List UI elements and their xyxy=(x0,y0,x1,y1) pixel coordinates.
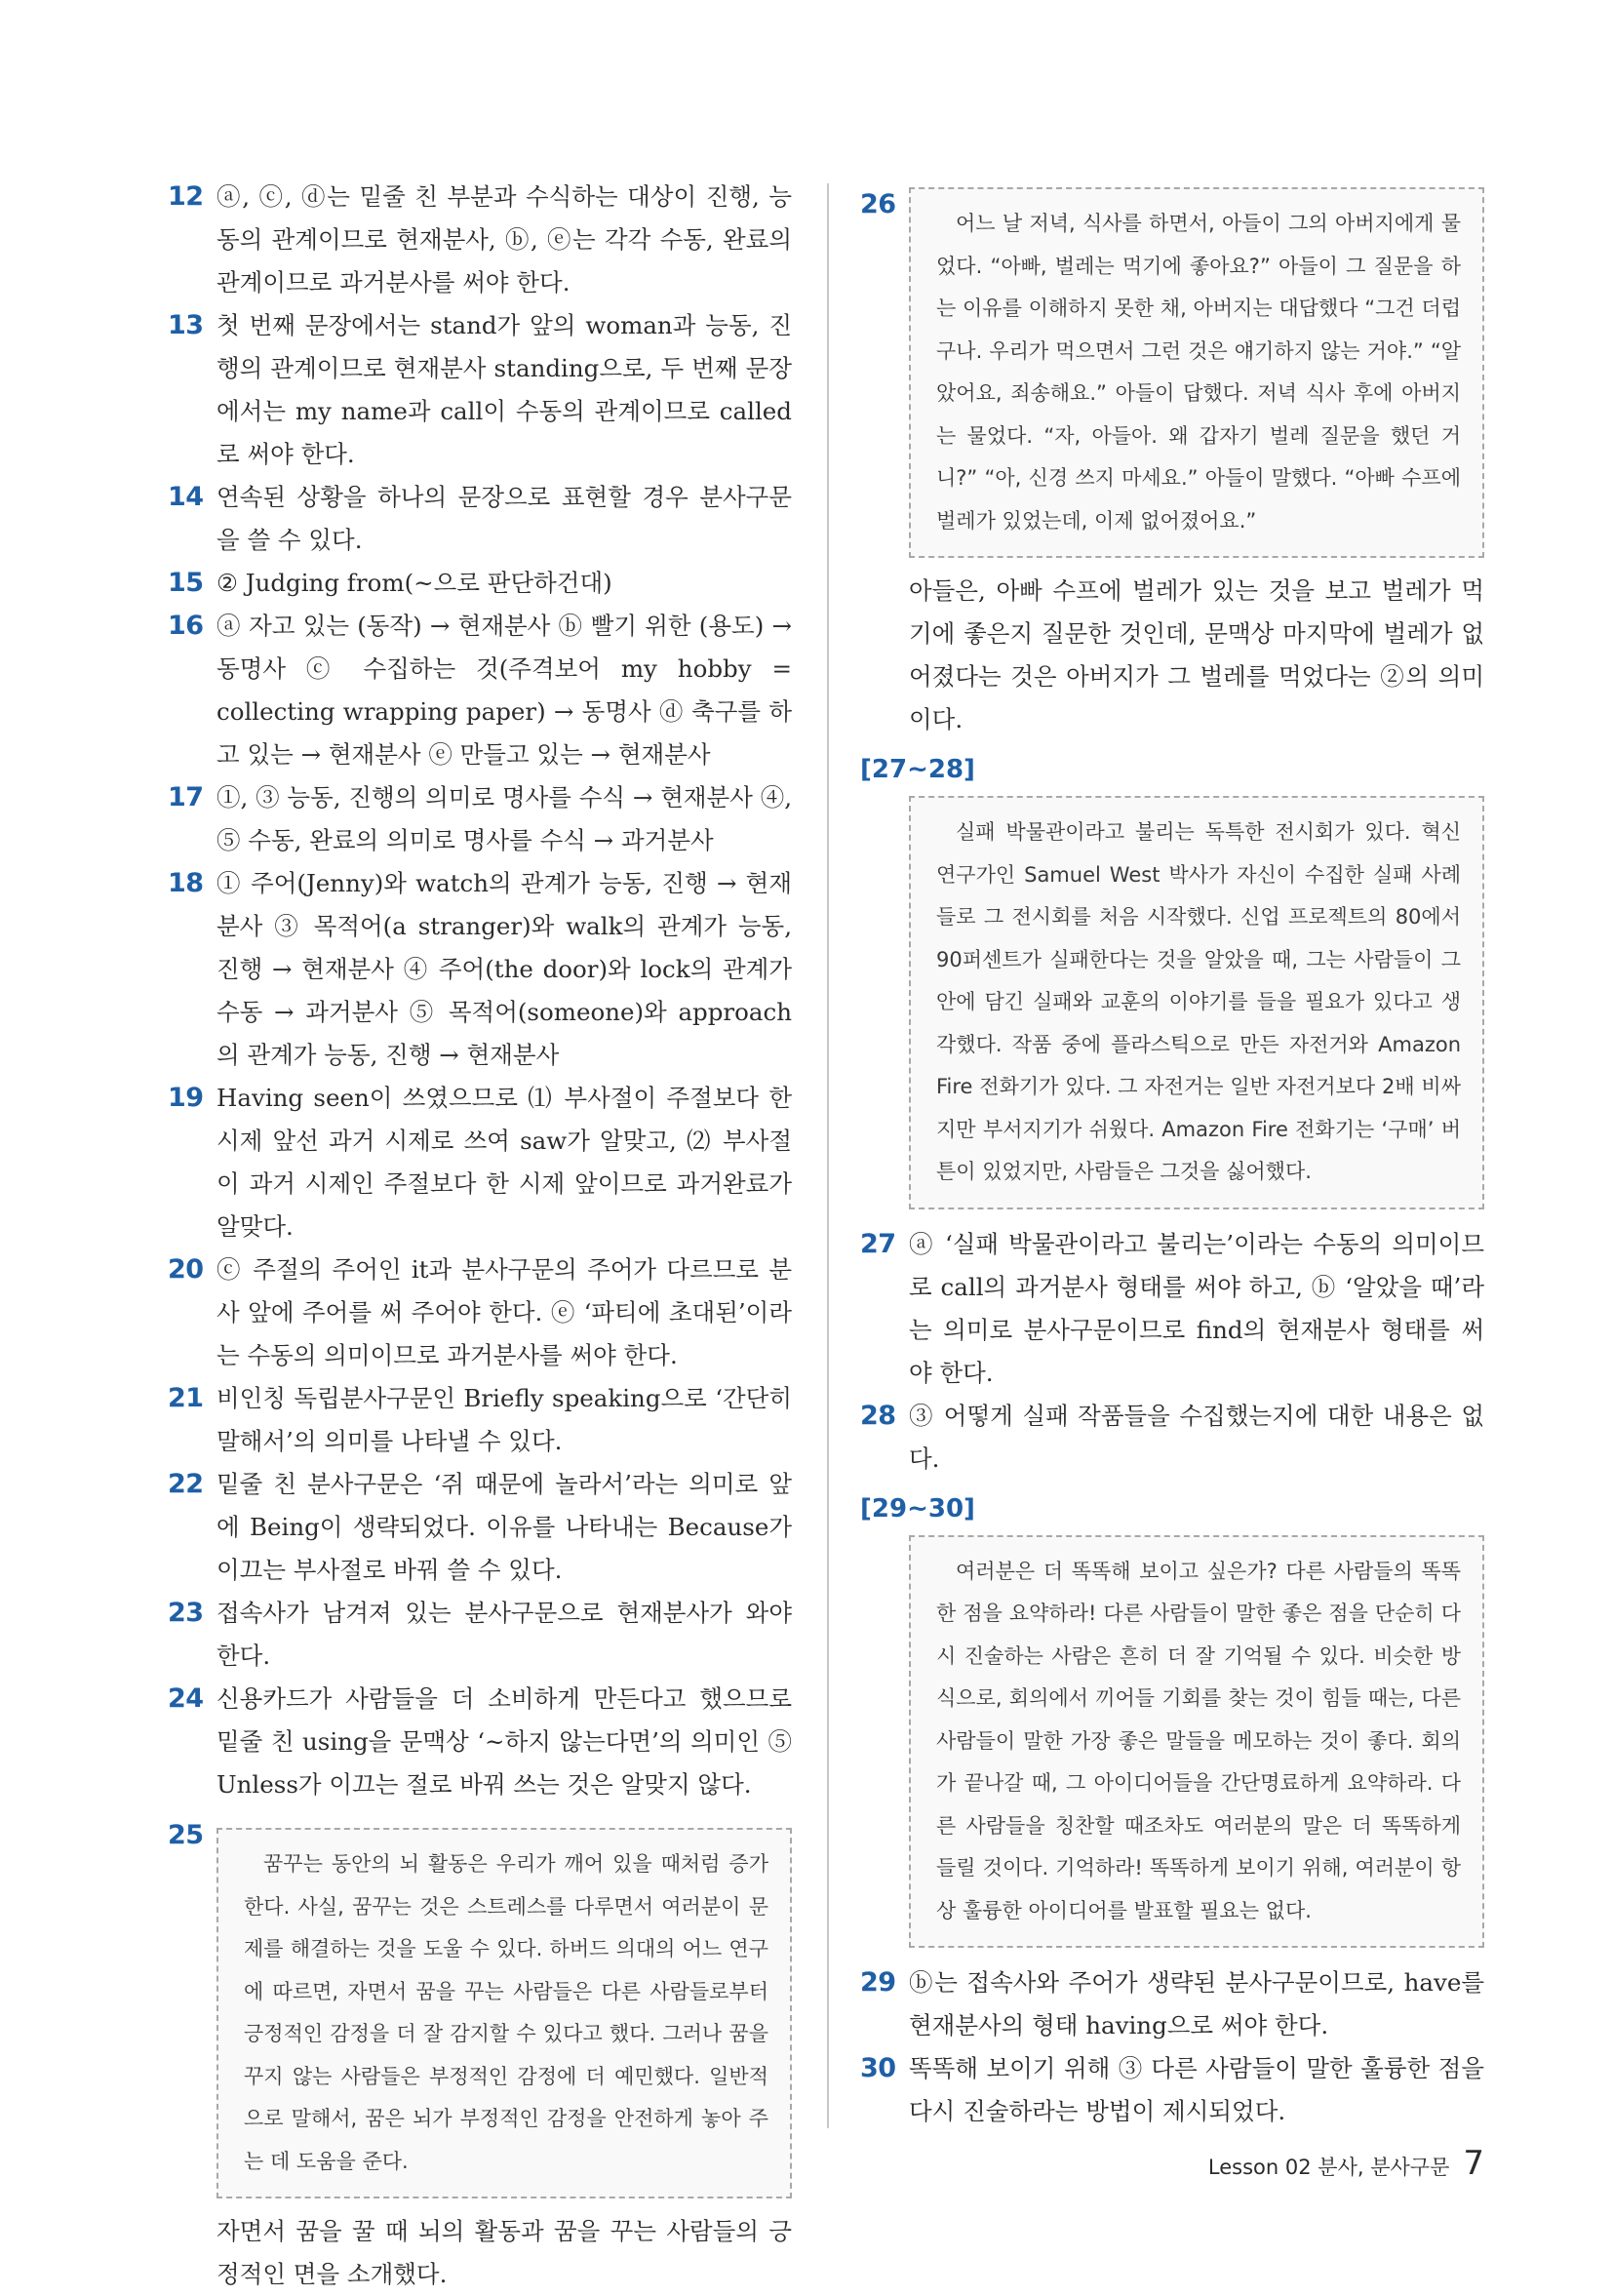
translation-box: 여러분은 더 똑똑해 보이고 싶은가? 다른 사람들의 똑똑한 점을 요약하라! 다른 사람들이 말한 좋은 점을 단순히 다시 진술하는 사람은 흔히 더 잘 기억될 수 있다. 비슷한 방식으로, 회의에서 끼어들 기회를 찾는 것이 힘들 때는, 다른 사람들이 말한 가장 좋은 말들을 메모하는 것이 좋다. 회의가 끝나갈 때, 그 아이디어들을 간단명료하게 요약하라. 다른 사람들을 칭찬할 때조차도 여러분의 말은 더 똑똑하게 들릴 것이다. 기억하라! 똑똑하게 보이기 위해, 여러분이 항상 훌륭한 아이디어를 발표할 필요는 없다. xyxy=(909,1535,1484,1949)
item-number: 28 xyxy=(860,1400,896,1431)
answer-item-20 xyxy=(168,1248,792,1377)
item-text: 비인칭 독립분사구문인 Briefly speaking으로 ‘간단히 말해서’의 의미를 나타낼 수 있다. xyxy=(216,1384,792,1455)
answer-item-23 xyxy=(168,1592,792,1678)
item-number: 23 xyxy=(168,1598,204,1628)
translation-box: 어느 날 저녁, 식사를 하면서, 아들이 그의 아버지에게 물었다. “아빠, 벌레는 먹기에 좋아요?” 아들이 그 질문을 하는 이유를 이해하지 못한 채, 아버지는 대답했다 “그건 더럽구나. 우리가 먹으면서 그런 것은 얘기하지 않는 거야.” “알았어요, 죄송해요.” 아들이 답했다. 저녁 식사 후에 아버지는 물었다. “자, 아들아. 왜 갑자기 벌레 질문을 했던 거니?” “아, 신경 쓰지 마세요.” 아들이 말했다. “아빠 수프에 벌레가 있었는데, 이제 없어졌어요.” xyxy=(909,187,1484,558)
item-text: 똑똑해 보이기 위해 ③ 다른 사람들이 말한 훌륭한 점을 다시 진술하라는 방법이 제시되었다. xyxy=(909,2054,1484,2125)
section-heading-29-30: [29~30] xyxy=(860,1493,975,1524)
item-number: 30 xyxy=(860,2053,896,2083)
section-heading-27-28: [27~28] xyxy=(860,755,975,784)
answer-item-26 xyxy=(860,176,1484,741)
answer-item-13 xyxy=(168,304,792,476)
answer-item-16 xyxy=(168,605,792,776)
answer-item-30 xyxy=(860,2047,1484,2133)
item-number: 27 xyxy=(860,1228,896,1259)
item-text: 신용카드가 사람들을 더 소비하게 만든다고 했으므로 밑줄 친 using을 문맥상 ‘~하지 않는다면’의 의미인 ⑤ Unless가 이끄는 절로 바꿔 쓰는 것은 알맞지 않다. xyxy=(216,1684,792,1799)
translation-box: 실패 박물관이라고 불리는 독특한 전시회가 있다. 혁신 연구가인 Samuel West 박사가 자신이 수집한 실패 사례들로 그 전시회를 처음 시작했다. 신업 프로젝트의 80에서 90퍼센트가 실패한다는 것을 알았을 때, 그는 사람들이 그 안에 담긴 실패와 교훈의 이야기를 들을 필요가 있다고 생각했다. 작품 중에 플라스틱으로 만든 자전거와 Amazon Fire 전화기가 있다. 그 자전거는 일반 자전거보다 2배 비싸지만 부서지기가 쉬웠다. Amazon Fire 전화기는 ‘구매’ 버튼이 있었지만, 사람들은 그것을 싫어했다. xyxy=(909,796,1484,1209)
answer-item-28 xyxy=(860,1395,1484,1481)
item-text: ③ 어떻게 실패 작품들을 수집했는지에 대한 내용은 없다. xyxy=(909,1401,1484,1473)
item-text: ①, ③ 능동, 진행의 의미로 명사를 수식 → 현재분사 ④, ⑤ 수동, 완료의 의미로 명사를 수식 → 과거분사 xyxy=(216,783,792,854)
explanation-text: 자면서 꿈을 꿀 때 뇌의 활동과 꿈을 꾸는 사람들의 긍정적인 면을 소개했다. xyxy=(216,2217,792,2288)
left-column xyxy=(168,176,792,2296)
item-number: 18 xyxy=(168,868,204,898)
item-number: 16 xyxy=(168,611,204,641)
item-text: ⓐ ‘실패 박물관이라고 불리는’이라는 수동의 의미이므로 call의 과거분사 형태를 써야 하고, ⓑ ‘알았을 때’라는 의미로 분사구문이므로 find의 현재분사 형태를 써야 한다. xyxy=(909,1229,1484,1387)
answer-item-22 xyxy=(168,1463,792,1592)
item-number: 12 xyxy=(168,181,204,212)
item-number: 22 xyxy=(168,1469,204,1499)
answer-item-15 xyxy=(168,562,792,605)
right-column xyxy=(860,176,1484,2133)
answer-item-12 xyxy=(168,176,792,304)
answer-item-19 xyxy=(168,1077,792,1248)
page-number: 7 xyxy=(1463,2144,1484,2183)
item-number: 26 xyxy=(860,189,896,219)
item-text: 밑줄 친 분사구문은 ‘쥐 때문에 놀라서’라는 의미로 앞에 Being이 생략되었다. 이유를 나타내는 Because가 이끄는 부사절로 바꿔 쓸 수 있다. xyxy=(216,1470,792,1584)
item-text: ① 주어(Jenny)와 watch의 관계가 능동, 진행 → 현재분사 ③ 목적어(a stranger)와 walk의 관계가 능동, 진행 → 현재분사 ④ 주어(the door)와 lock의 관계가 수동 → 과거분사 ⑤ 목적어(someone)와 approach의 관계가 능동, 진행 → 현재분사 xyxy=(216,869,792,1069)
answer-item-14 xyxy=(168,476,792,562)
item-number: 19 xyxy=(168,1083,204,1113)
item-number: 13 xyxy=(168,310,204,340)
page-footer xyxy=(1208,2144,1484,2183)
answer-item-17 xyxy=(168,776,792,862)
answer-item-18 xyxy=(168,862,792,1077)
item-number: 14 xyxy=(168,482,204,512)
item-text: ⓐ 자고 있는 (동작) → 현재분사 ⓑ 빨기 위한 (용도) → 동명사 ⓒ 수집하는 것(주격보어 my hobby = collecting wrapping paper) → 동명사 ⓓ 축구를 하고 있는 → 현재분사 ⓔ 만들고 있는 → 현재분사 xyxy=(216,612,792,769)
column-divider xyxy=(827,183,829,2128)
lesson-title: Lesson 02 분사, 분사구문 xyxy=(1207,2156,1450,2179)
item-text: ⓐ, ⓒ, ⓓ는 밑줄 친 부분과 수식하는 대상이 진행, 능동의 관계이므로 현재분사, ⓑ, ⓔ는 각각 수동, 완료의 관계이므로 과거분사를 써야 한다. xyxy=(216,182,792,297)
explanation-text: 아들은, 아빠 수프에 벌레가 있는 것을 보고 벌레가 먹기에 좋은지 질문한 것인데, 문맥상 마지막에 벌레가 없어졌다는 것은 아버지가 그 벌레를 먹었다는 ②의 의미이다. xyxy=(909,576,1484,733)
item-text: 연속된 상황을 하나의 문장으로 표현할 경우 분사구문을 쓸 수 있다. xyxy=(216,483,792,554)
item-number: 25 xyxy=(168,1820,204,1850)
answer-item-24 xyxy=(168,1678,792,1806)
item-text: 접속사가 남겨져 있는 분사구문으로 현재분사가 와야 한다. xyxy=(216,1599,792,1670)
item-number: 21 xyxy=(168,1383,204,1413)
item-text: Having seen이 쓰였으므로 ⑴ 부사절이 주절보다 한 시제 앞선 과거 시제로 쓰여 saw가 알맞고, ⑵ 부사절이 과거 시제인 주절보다 한 시제 앞이므로 과거완료가 알맞다. xyxy=(216,1084,792,1241)
item-text: 첫 번째 문장에서는 stand가 앞의 woman과 능동, 진행의 관계이므로 현재분사 standing으로, 두 번째 문장에서는 my name과 call이 수동의 관계이므로 called로 써야 한다. xyxy=(216,311,792,468)
translation-box: 꿈꾸는 동안의 뇌 활동은 우리가 깨어 있을 때처럼 증가한다. 사실, 꿈꾸는 것은 스트레스를 다루면서 여러분이 문제를 해결하는 것을 도울 수 있다. 하버드 의대의 어느 연구에 따르면, 자면서 꿈을 꾸는 사람들은 다른 사람들로부터 긍정적인 감정을 더 잘 감지할 수 있다고 했다. 그러나 꿈을 꾸지 않는 사람들은 부정적인 감정에 더 예민했다. 일반적으로 말해서, 꿈은 뇌가 부정적인 감정을 안전하게 놓아 주는 데 도움을 준다. xyxy=(216,1828,792,2198)
item-text: ⓑ는 접속사와 주어가 생략된 분사구문이므로, have를 현재분사의 형태 having으로 써야 한다. xyxy=(909,1968,1484,2039)
answer-item-25 xyxy=(168,1806,792,2296)
item-number: 29 xyxy=(860,1967,896,1998)
item-number: 24 xyxy=(168,1683,204,1714)
item-number: 20 xyxy=(168,1254,204,1285)
item-number: 15 xyxy=(168,568,204,598)
item-number: 17 xyxy=(168,782,204,812)
answer-item-29 xyxy=(860,1961,1484,2047)
item-text: ② Judging from(~으로 판단하건대) xyxy=(216,569,612,597)
answer-item-21 xyxy=(168,1377,792,1463)
answer-item-27 xyxy=(860,1223,1484,1395)
item-text: ⓒ 주절의 주어인 it과 분사구문의 주어가 다르므로 분사 앞에 주어를 써 주어야 한다. ⓔ ‘파티에 초대된’이라는 수동의 의미이므로 과거분사를 써야 한다. xyxy=(216,1255,792,1369)
